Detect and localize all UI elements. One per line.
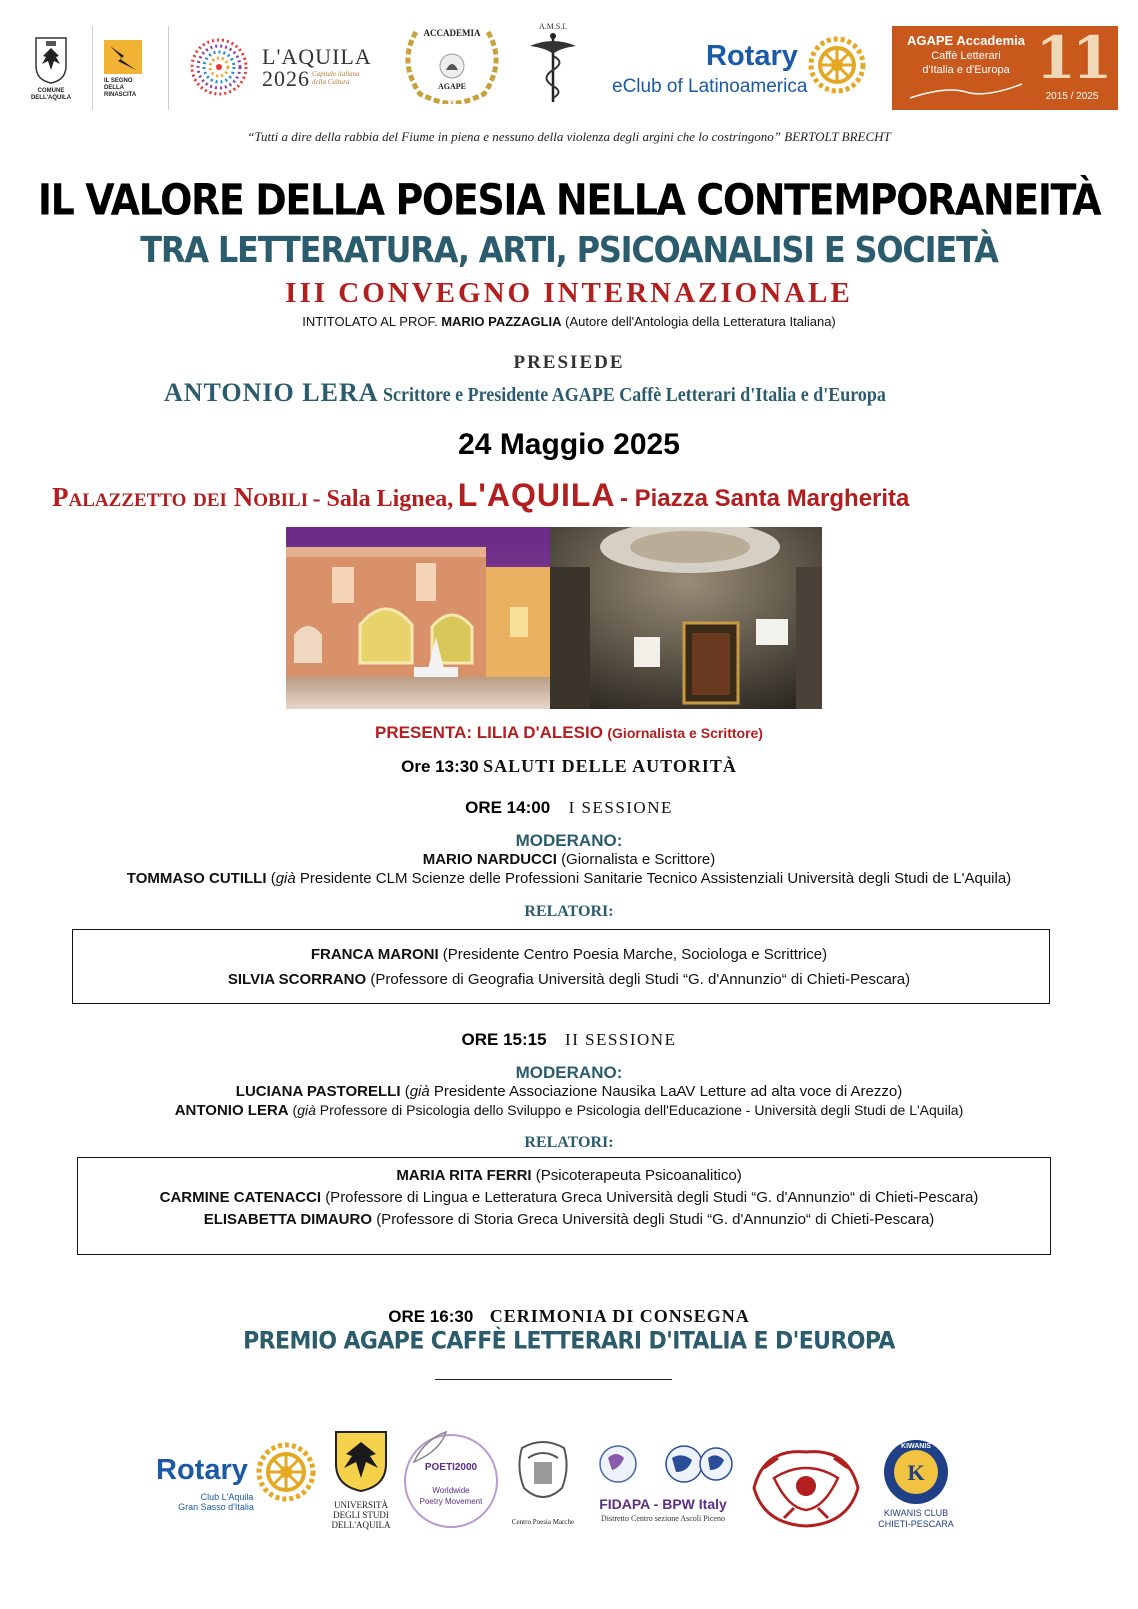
speaker-role: (Psicoterapeuta Psicoanalitico)	[535, 1167, 742, 1184]
speaker-role: (Presidente Centro Poesia Marche, Sociologa e Scrittrice)	[442, 946, 828, 963]
logo-divider	[168, 26, 169, 110]
rotary-laquila-sub1: Club L'Aquila	[200, 1492, 254, 1502]
univaq-eagle-icon	[330, 1428, 392, 1492]
kiwanis-ring-text: KIWANIS	[901, 1443, 931, 1450]
aquila-2026-logo	[186, 36, 372, 98]
rotary-wheel-icon	[256, 1442, 316, 1502]
session2-speaker	[0, 1167, 1138, 1184]
speaker-role: (Professore di Geografia Università degli Studi “G. d'Annunzio“ di Chieti-Pescara)	[370, 971, 911, 988]
dedication	[0, 314, 1138, 329]
amsi-text: A.M.S.I.	[538, 22, 567, 31]
accademia-agape-logo	[396, 22, 508, 104]
rotary-eclub-sub: eClub of Latinoamerica	[612, 76, 808, 97]
session2-speaker	[0, 1189, 1138, 1206]
moderator-role: Presidente CLM Scienze delle Professioni Sanitarie Tecnico Assistenziali Università degli Studi de L'Aquila)	[295, 870, 1012, 887]
session2-time: ORE 15:15	[461, 1030, 547, 1049]
caduceus-icon	[526, 32, 580, 104]
session2-moderator	[0, 1102, 1138, 1119]
amsi-logo	[520, 22, 586, 106]
ceremony-label: CERIMONIA DI CONSEGNA	[489, 1306, 750, 1326]
ornament-logo	[744, 1438, 868, 1530]
poeti2000-logo	[404, 1434, 498, 1528]
centro-poesia-logo	[504, 1438, 582, 1530]
speaker-role: (Professore di Storia Greca Università degli Studi “G. d'Annunzio“ di Chieti-Pescara)	[376, 1211, 935, 1228]
aquila-2026-title: L'AQUILA	[262, 44, 372, 69]
moderator-role: Presidente Associazione Nausika LaAV Letture ad alta voce di Arezzo)	[429, 1083, 903, 1100]
aquila-2026-subtitle: Capitale italiana della Cultura	[312, 70, 360, 86]
session2-moderano: MODERANO:	[515, 1063, 623, 1082]
presenta-role: (Giornalista e Scrittore)	[607, 725, 763, 741]
globe-icon	[590, 1442, 736, 1488]
speaker-name: SILVIA SCORRANO	[227, 971, 367, 988]
venue-piazza: - Piazza Santa Margherita	[619, 485, 910, 512]
moderator-name: LUCIANA PASTORELLI	[235, 1083, 401, 1100]
moderator-gia: già	[409, 1083, 430, 1100]
lightning-icon	[104, 40, 142, 74]
rotary-eclub-word: Rotary	[706, 40, 798, 72]
agape-line2: Caffè Letterari	[931, 50, 1001, 62]
ceremony-time: ORE 16:30	[388, 1307, 474, 1326]
brecht-quote: “Tutti a dire della rabbia del Fiume in piena e nessuno della violenza degli argini che lo costringono” BERTOLT BRECHT	[247, 129, 891, 144]
main-title: IL VALORE DELLA POESIA NELLA CONTEMPORANEITÀ	[37, 175, 1101, 225]
comune-caption: COMUNE DELL'AQUILA	[30, 88, 72, 101]
venue-palazzetto: Palazzetto dei Nobili	[52, 482, 309, 512]
univaq-logo	[326, 1428, 396, 1530]
rotary-laquila-logo	[156, 1440, 320, 1520]
logo-divider	[92, 26, 93, 110]
centro-caption: Centro Poesia Marche	[511, 1518, 575, 1526]
session1-relatori: RELATORI:	[524, 903, 614, 920]
divider-line	[435, 1379, 672, 1380]
moderator-gia: già	[297, 1102, 316, 1118]
session2-moderator	[0, 1083, 1138, 1100]
moderator-paren: (	[292, 1102, 298, 1118]
agape-number: 11	[1035, 24, 1109, 92]
session1-speaker	[0, 971, 1138, 988]
agape-line1: AGAPE Accademia	[906, 33, 1025, 48]
premio-title: PREMIO AGAPE CAFFÈ LETTERARI D'ITALIA E D'EUROPA	[243, 1327, 895, 1356]
presenta-label: PRESENTA: LILIA D'ALESIO	[375, 723, 603, 742]
agape-years: 2015 / 2025	[1045, 91, 1099, 102]
session1-label: I SESSIONE	[568, 798, 673, 817]
presiede-label: PRESIEDE	[513, 352, 625, 373]
coat-of-arms-icon	[34, 36, 68, 84]
moderator-name: TOMMASO CUTILLI	[126, 870, 267, 887]
presenta-line	[0, 723, 1138, 743]
venue-city: L'AQUILA	[457, 477, 616, 513]
session1-time: ORE 14:00	[465, 798, 551, 817]
dedication-name: MARIO PAZZAGLIA	[441, 314, 562, 329]
moderator-paren: (	[404, 1083, 410, 1100]
centro-crest-icon	[514, 1438, 572, 1508]
saluti-label: SALUTI DELLE AUTORITÀ	[483, 756, 737, 776]
kiwanis-caption2: CHIETI-PESCARA	[878, 1519, 954, 1529]
poeti-sub2: Poetry Movement	[419, 1497, 483, 1506]
rotary-wheel-icon	[808, 36, 866, 94]
session2-label: II SESSIONE	[565, 1030, 677, 1049]
event-date: 24 Maggio 2025	[458, 428, 680, 461]
segno-rinascita-logo	[104, 36, 156, 102]
poeti-title: POETI2000	[424, 1462, 478, 1473]
session1-moderano: MODERANO:	[515, 831, 623, 850]
speaker-name: FRANCA MARONI	[310, 946, 439, 963]
sala-lignea-interior-photo	[550, 527, 822, 709]
session1-speaker	[0, 946, 1138, 963]
speaker-name: CARMINE CATENACCI	[159, 1189, 322, 1206]
rotary-laquila-sub2: Gran Sasso d'Italia	[178, 1502, 254, 1512]
red-ornament-icon	[744, 1438, 868, 1530]
accademia-text: ACCADEMIA	[423, 28, 481, 38]
session2-header	[0, 1030, 1138, 1050]
agape-accademia-logo	[892, 26, 1118, 110]
moderator-paren: (	[270, 870, 276, 887]
moderator-role: Professore di Psicologia dello Sviluppo e Psicologia dell'Educazione - Università degli Studi de L'Aquila)	[315, 1102, 964, 1118]
ceremony-header	[0, 1306, 1138, 1327]
accademia-sub: AGAPE	[438, 82, 466, 91]
speaker-name: ELISABETTA DIMAURO	[203, 1211, 373, 1228]
rotary-laquila-word: Rotary	[156, 1454, 248, 1486]
presiede-name: ANTONIO LERA	[164, 378, 379, 407]
dotted-sphere-icon	[186, 36, 252, 98]
saluti-time: Ore 13:30	[401, 757, 479, 776]
pen-flourish-icon	[906, 80, 1026, 104]
moderator-name: MARIO NARDUCCI	[422, 851, 557, 868]
presiede-line	[164, 378, 942, 408]
univaq-caption: UNIVERSITÀ DEGLI STUDI DELL'AQUILA	[331, 1500, 391, 1530]
svg-text:K: K	[907, 1460, 925, 1485]
subtitle: TRA LETTERATURA, ARTI, PSICOANALISI E SOCIETÀ	[140, 229, 998, 271]
fidapa-logo	[586, 1442, 740, 1528]
dedication-pre: INTITOLATO AL PROF.	[302, 314, 438, 329]
kiwanis-caption1: KIWANIS CLUB	[883, 1508, 949, 1518]
speaker-name: MARIA RITA FERRI	[396, 1167, 532, 1184]
kiwanis-logo	[870, 1438, 962, 1534]
rotary-eclub-logo	[610, 36, 870, 100]
session1-header	[0, 798, 1138, 818]
feather-icon	[410, 1430, 450, 1466]
presiede-role: Scrittore e Presidente AGAPE Caffè Letterari d'Italia e d'Europa	[382, 384, 886, 406]
moderator-name: ANTONIO LERA	[174, 1102, 289, 1119]
poeti-sub1: Worldwide	[432, 1486, 470, 1495]
palazzetto-exterior-photo	[286, 527, 550, 709]
session1-speakers-box	[72, 929, 1050, 1004]
fidapa-sub: Distretto Centro sezione Ascoli Piceno	[601, 1514, 725, 1523]
session1-moderator	[0, 870, 1138, 887]
dedication-post: (Autore dell'Antologia della Letteratura Italiana)	[565, 314, 836, 329]
moderator-gia: già	[275, 870, 296, 887]
saluti-line	[0, 756, 1138, 777]
fidapa-title: FIDAPA - BPW Italy	[599, 1496, 727, 1512]
speaker-role: (Professore di Lingua e Letteratura Greca Università degli Studi “G. d'Annunzio“ di Chieti-Pescara)	[325, 1189, 979, 1206]
moderator-role: (Giornalista e Scrittore)	[561, 851, 716, 868]
comune-aquila-logo	[20, 34, 82, 104]
convegno-title: III CONVEGNO INTERNAZIONALE	[285, 277, 853, 309]
session2-speaker	[0, 1211, 1138, 1228]
session1-moderator	[0, 851, 1138, 868]
agape-line3: d'Italia e d'Europa	[922, 64, 1010, 76]
session2-relatori: RELATORI:	[524, 1134, 614, 1151]
venue-line	[52, 477, 909, 514]
segno-caption: IL SEGNO DELLA RINASCITA	[104, 77, 137, 98]
venue-sala: - Sala Lignea,	[312, 486, 454, 512]
aquila-2026-year: 2026	[262, 66, 310, 91]
